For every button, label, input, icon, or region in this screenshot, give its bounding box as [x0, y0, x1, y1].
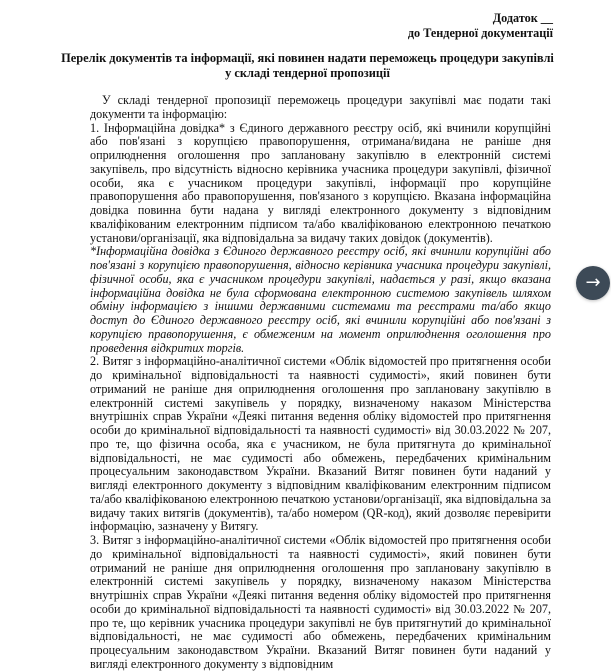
addendum-reference: до Тендерної документації — [407, 26, 553, 40]
next-page-button[interactable] — [576, 266, 610, 300]
addendum-header — [408, 11, 553, 41]
addendum-number: Додаток __ — [492, 11, 553, 25]
arrow-right-icon: → — [585, 272, 601, 293]
item-3-paragraph: 3. Витяг з інформаційно-аналітичної системи «Облік відомостей про притягнення особи до кримінальної відповідальності та наявності судимості», який повинен бути отриманий не раніше дня оприлюднення оголошення про заплановану закупівлю в електронній системі закупівель у порядку, визначеному наказом Міністерства внутрішніх справ України «Деякі питання ведення обліку відомостей про притягнення особи до кримінальної відповідальності та наявності судимості» від 30.03.2022 № 207, про те, що керівник учасника процедури закупівлі не був притягнутий до кримінальної відповідальності, не має судимості або обмежень, передбачених кримінальним процесуальним законодавством України. Вказаний Витяг повинен бути наданий у вигляді електронного документу з відповідним — [90, 533, 551, 671]
document-title: Перелік документів та інформації, які повинен надати переможець процедури закупівлі у складі тендерної пропозиції — [61, 51, 554, 80]
item-2-paragraph: 2. Витяг з інформаційно-аналітичної системи «Облік відомостей про притягнення особи до кримінальної відповідальності та наявності судимості», який повинен бути отриманий не раніше дня оприлюднення оголошення про заплановану закупівлю в електронній системі закупівель у порядку, визначеному наказом Міністерства внутрішніх справ України «Деякі питання ведення обліку відомостей про притягнення особи до кримінальної відповідальності та наявності судимості» від 30.03.2022 № 207, про те, що фізична особа, яка є учасником, не була притягнута до кримінальної відповідальності, не має судимості або обмежень, передбачених кримінальним процесуальним законодавством України. Вказаний Витяг повинен бути наданий у вигляді електронного документу з відповідним кваліфікованим електронним підписом та/або кваліфікованою електронною печаткою установи/організації, яка відповідальна за видачу таких витягів (документів), та/або номером (QR-код), який дозволяє перевірити інформацію, зазначену у Витягу. — [90, 354, 551, 534]
footnote-paragraph: *Інформаційна довідка з Єдиного державного реєстру осіб, які вчинили корупційні або пов'язані з корупцією правопорушення, відносно керівника учасника процедури закупівлі, фізичної особи, яка є учасником процедури закупівлі, надається у разі, якщо вказана інформаційна довідка не була сформована електронною системою закупівель шляхом обміну інформацією з іншими державними системами та реєстрами та/або якщо доступ до Єдиного державного реєстру осіб, які вчинили корупційні або пов'язані з корупцією правопорушення, є обмеженим на момент оприлюднення оголошення про проведення відкритих торгів. — [90, 244, 551, 355]
intro-paragraph: У складі тендерної пропозиції переможець процедури закупівлі має подати такі документи та інформацію: — [90, 93, 551, 121]
item-1-paragraph: 1. Інформаційна довідка* з Єдиного державного реєстру осіб, які вчинили корупційні або пов'язані з корупцією правопорушення, отримана/видана не раніше дня оприлюднення оголошення про заплановану закупівлю в електронній системі закупівель, про відсутність відносно керівника учасника процедури закупівлі, фізичної особи, яка є учасником процедури закупівлі, інформації про корупційне правопорушення або правопорушення, пов'язаного з корупцією. Вказана інформаційна довідка повинна бути надана у вигляді електронного документу з відповідним кваліфікованим електронним підписом та/або кваліфікованою електронною печаткою установи/організації, яка відповідальна за видачу таких довідок (документів). — [90, 120, 551, 245]
document-body — [90, 94, 551, 672]
